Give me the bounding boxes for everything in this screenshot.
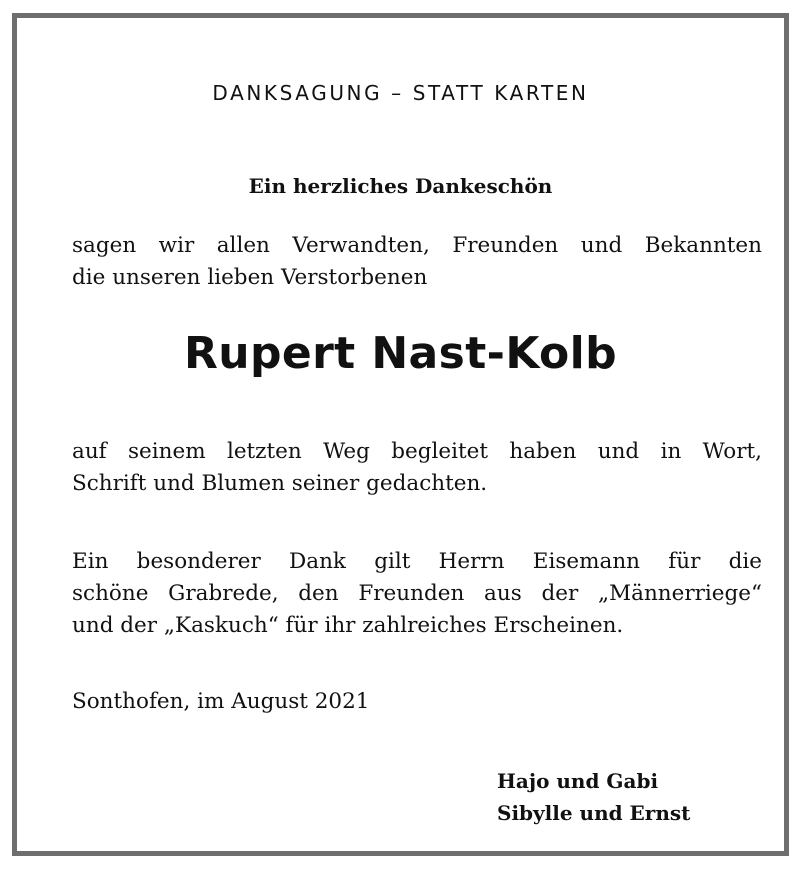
farewell-line: auf seinem letzten Weg begleitet haben und in Wort,	[72, 439, 762, 464]
thanks-line: Ein besonderer Dank gilt Herrn Eisemann für die	[72, 549, 762, 574]
special-thanks-paragraph	[72, 546, 762, 642]
notice-heading: DANKSAGUNG – STATT KARTEN	[212, 81, 589, 105]
notice-frame	[12, 13, 789, 856]
thanks-line: schöne Grabrede, den Freunden aus der „Männerriege“	[72, 581, 762, 606]
intro-line: die unseren lieben Verstorbenen	[72, 265, 428, 290]
place-date	[72, 686, 762, 718]
deceased-name: Rupert Nast-Kolb	[183, 328, 618, 379]
place-date-text: Sonthofen, im August 2021	[72, 689, 370, 714]
notice-subheading: Ein herzliches Dankeschön	[248, 174, 553, 198]
signers-block	[497, 765, 690, 829]
farewell-paragraph	[72, 436, 762, 500]
signer-line: Sibylle und Ernst	[497, 801, 691, 825]
intro-line: sagen wir allen Verwandten, Freunden und Bekannten	[72, 233, 762, 258]
thanks-line: und der „Kaskuch“ für ihr zahlreiches Erscheinen.	[72, 613, 624, 638]
signer-line: Hajo und Gabi	[497, 769, 659, 793]
intro-paragraph	[72, 230, 762, 294]
farewell-line: Schrift und Blumen seiner gedachten.	[72, 471, 488, 496]
